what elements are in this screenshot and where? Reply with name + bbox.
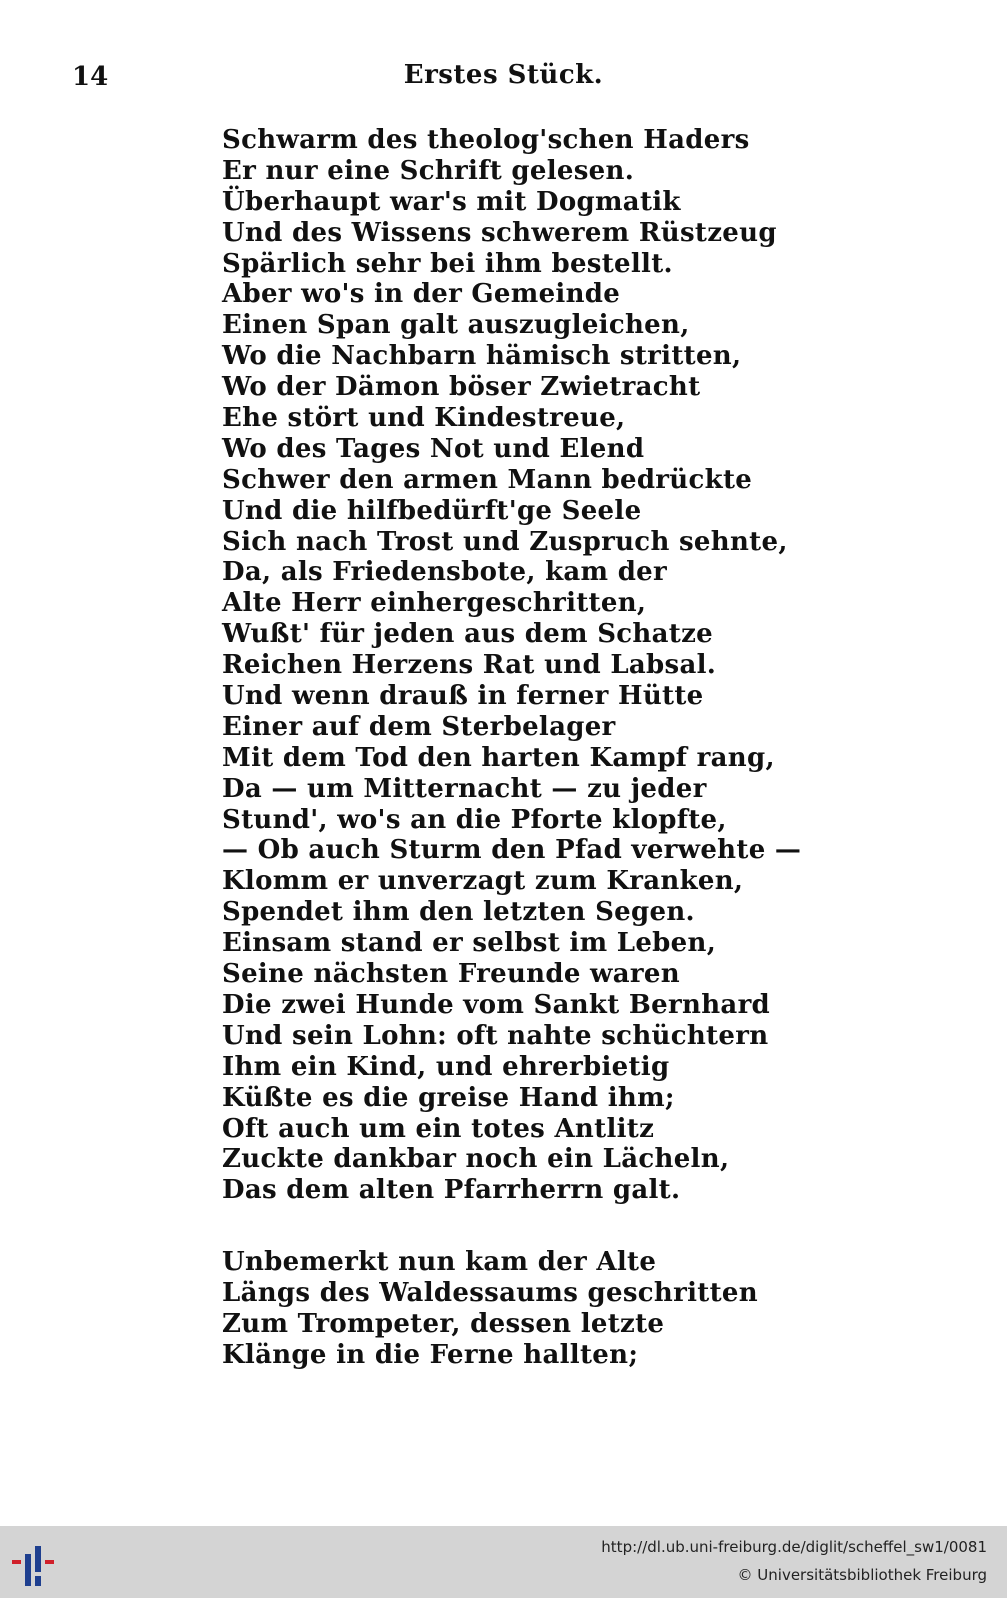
verse-line: Überhaupt war's mit Dogmatik [222,186,681,217]
copyright-notice: © Universitätsbibliothek Freiburg [737,1566,987,1584]
verse-line: Und des Wissens schwerem Rüstzeug [222,217,777,248]
verse-line: Und sein Lohn: oft nahte schüchtern [222,1020,769,1051]
verse-line: Einer auf dem Sterbelager [222,711,616,742]
verse-line: Alte Herr einhergeschritten, [222,588,647,619]
verse-line: Oft auch um ein totes Antlitz [222,1113,655,1144]
verse-line: Die zwei Hunde vom Sankt Bernhard [222,989,771,1020]
verse-line: — Ob auch Sturm den Pfad verwehte — [222,835,802,866]
verse-line: Längs des Waldessaums geschritten [222,1277,758,1308]
verse-line: Da, als Friedensbote, kam der [222,557,668,588]
verse-line: Mit dem Tod den harten Kampf rang, [222,742,775,773]
verse-line: Aber wo's in der Gemeinde [222,279,621,310]
verse-line: Spärlich sehr bei ihm bestellt. [222,248,673,279]
verse-line: Und die hilfbedürft'ge Seele [222,495,642,526]
verse-line: Einen Span galt auszugleichen, [222,310,690,341]
verse-line: Einsam stand er selbst im Leben, [222,928,717,959]
verse-line: Wo der Dämon böser Zwietracht [222,372,701,403]
footer-bar [0,1526,1007,1598]
source-url-link[interactable]: http://dl.ub.uni-freiburg.de/diglit/scheffel_sw1/0081 [601,1538,987,1556]
verse-line: Und wenn drauß in ferner Hütte [222,681,704,712]
verse-line: Reichen Herzens Rat und Labsal. [222,650,717,681]
verse-line: Klänge in die Ferne hallten; [222,1339,639,1370]
verse-line: Er nur eine Schrift gelesen. [222,155,635,186]
verse-line: Wo des Tages Not und Elend [222,433,645,464]
ub-freiburg-logo-icon [10,1538,70,1588]
verse-line: Klomm er unverzagt zum Kranken, [222,866,744,897]
verse-line: Zuckte dankbar noch ein Lächeln, [222,1144,730,1175]
verse-line: Da — um Mitternacht — zu jeder [222,773,707,804]
verse-line: Das dem alten Pfarrherrn galt. [222,1175,681,1206]
verse-line: Ehe stört und Kindestreue, [222,403,626,434]
verse-line: Wußt' für jeden aus dem Schatze [222,619,713,650]
verse-line: Wo die Nachbarn hämisch stritten, [222,341,742,372]
running-title: Erstes Stück. [403,60,604,90]
verse-line: Schwer den armen Mann bedrückte [222,464,753,495]
page-number: 14 [72,62,109,92]
stanza-2 [222,1247,758,1371]
verse-line: Ihm ein Kind, und ehrerbietig [222,1051,670,1082]
verse-line: Seine nächsten Freunde waren [222,959,680,990]
verse-line: Zum Trompeter, dessen letzte [222,1308,665,1339]
verse-line: Spendet ihm den letzten Segen. [222,897,695,928]
verse-line: Unbemerkt nun kam der Alte [222,1247,657,1277]
verse-line: Schwarm des theolog'schen Haders [222,125,750,155]
verse-line: Stund', wo's an die Pforte klopfte, [222,804,727,835]
stanza-1 [222,125,801,1206]
verse-line: Sich nach Trost und Zuspruch sehnte, [222,526,788,557]
verse-line: Küßte es die greise Hand ihm; [222,1082,675,1113]
